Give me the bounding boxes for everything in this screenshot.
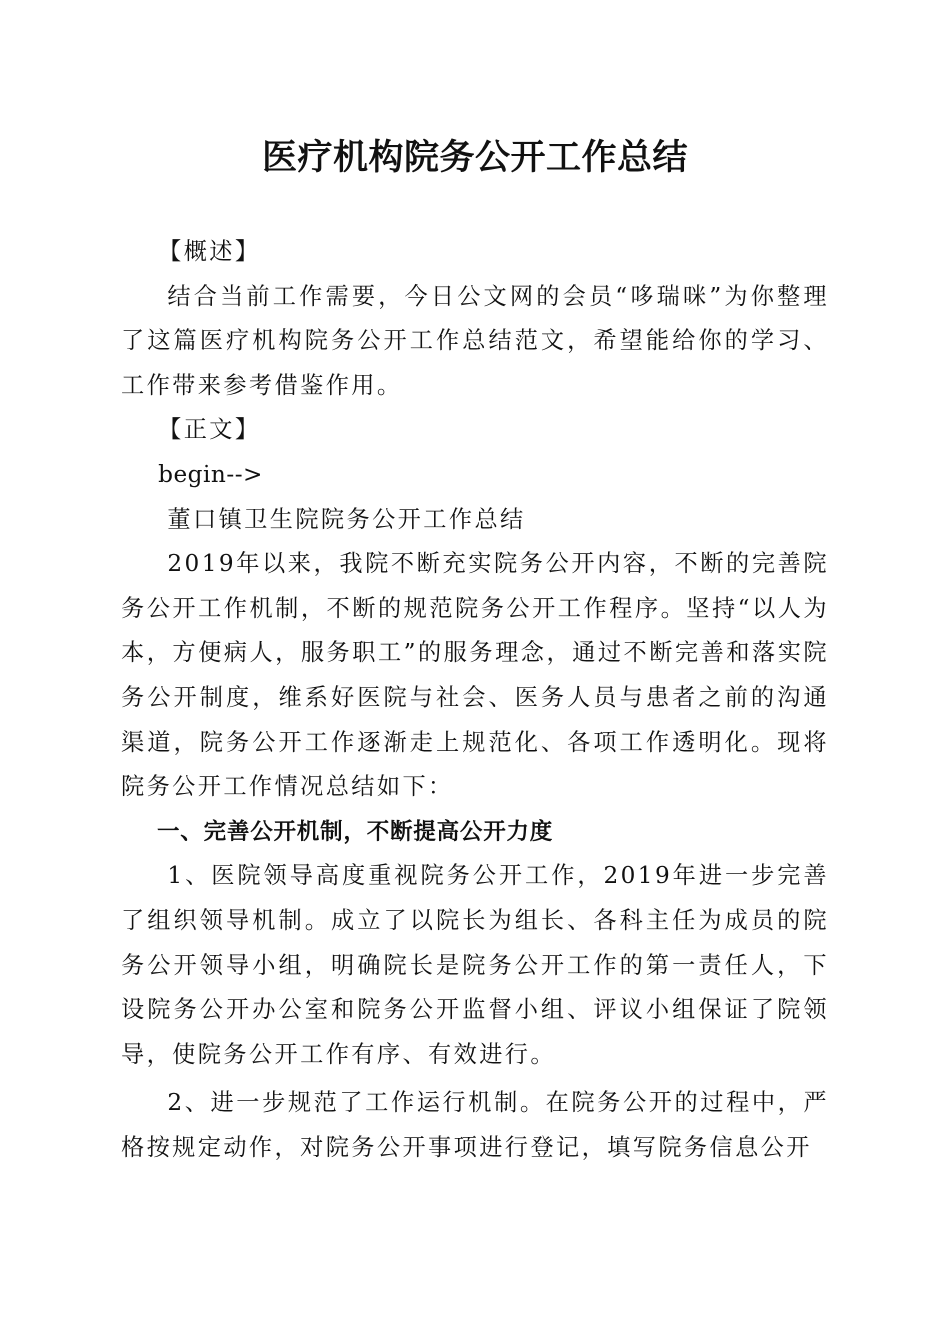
document-body bbox=[121, 230, 829, 1170]
body-label: 【正文】 bbox=[158, 416, 261, 444]
document-subtitle: 董口镇卫生院院务公开工作总结 bbox=[167, 505, 526, 533]
summary-paragraph: 结合当前工作需要，今日公文网的会员“哆瑞咪”为你整理了这篇医疗机构院务公开工作总结范文，希望能给你的学习、工作带来参考借鉴作用。 bbox=[121, 282, 829, 399]
point-2-paragraph: 2、进一步规范了工作运行机制。在院务公开的过程中，严格按规定动作，对院务公开事项进行登记，填写院务信息公开 bbox=[121, 1089, 829, 1161]
document-title: 医疗机构院务公开工作总结 bbox=[261, 137, 688, 178]
section-heading: 一、完善公开机制，不断提高公开力度 bbox=[157, 818, 554, 845]
point-1-paragraph: 1、医院领导高度重视院务公开工作，2019年进一步完善了组织领导机制。成立了以院长为组长、各科主任为成员的院务公开领导小组，明确院长是院务公开工作的第一责任人，下设院务公开办公室和院务公开监督小组、评议小组保证了院领导，使院务公开工作有序、有效进行。 bbox=[121, 862, 829, 1068]
intro-paragraph: 2019年以来，我院不断充实院务公开内容，不断的完善院务公开工作机制，不断的规范院务公开工作程序。坚持“以人为本，方便病人，服务职工”的服务理念，通过不断完善和落实院务公开制度，维系好医院与社会、医务人员与患者之前的沟通渠道，院务公开工作逐渐走上规范化、各项工作透明化。现将院务公开工作情况总结如下： bbox=[121, 550, 829, 801]
begin-marker: begin--> bbox=[158, 460, 263, 488]
summary-label: 【概述】 bbox=[158, 238, 261, 265]
